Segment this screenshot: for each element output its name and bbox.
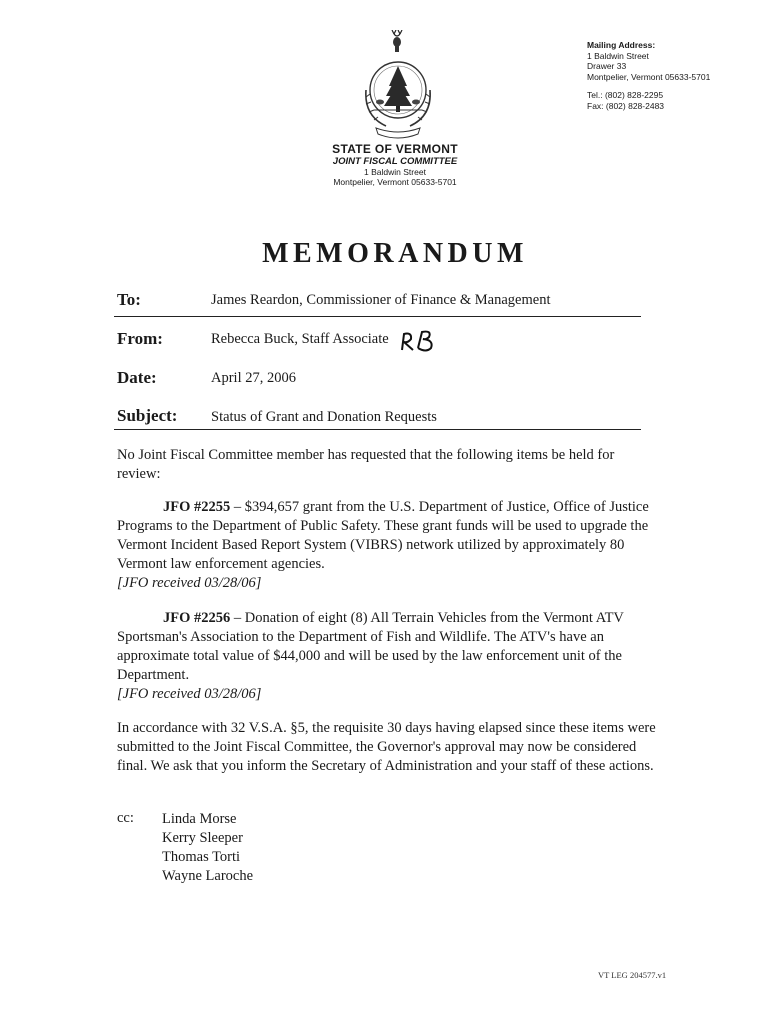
letterhead	[290, 143, 500, 187]
letterhead-city: Montpelier, Vermont 05633-5701	[333, 177, 457, 187]
mailing-address	[587, 40, 762, 111]
request-text: – $394,657 grant from the U.S. Department of Justice, Office of Justice Programs to the Department of Public Safety. These grant funds will be used to upgrade the Vermont Incident Based Report System (VIBRS) network utilized by approximately 80 Vermont law enforcement agencies.	[117, 499, 649, 572]
letterhead-committee: JOINT FISCAL COMMITTEE	[332, 156, 458, 167]
from-label: From:	[117, 329, 163, 348]
received-date: [JFO received 03/28/06]	[117, 575, 262, 591]
cc-list	[162, 810, 253, 886]
request-text: – Donation of eight (8) All Terrain Vehicles from the Vermont ATV Sportsman's Association to the Department of Fish and Wildlife. The ATV's have an approximate total value of $44,000 and will be used by the law enforcement unit of the Department.	[117, 610, 624, 683]
divider	[114, 429, 641, 430]
subject-label: Subject:	[117, 406, 178, 425]
mailing-line3: Montpelier, Vermont 05633-5701	[587, 71, 711, 82]
document-id: VT LEG 204577.v1	[598, 970, 667, 980]
initials-signature	[398, 328, 442, 354]
request-item	[117, 498, 657, 593]
closing-text: In accordance with 32 V.S.A. §5, the requisite 30 days having elapsed since these items were submitted to the Joint Fiscal Committee, the Governor's approval may now be considered final. We ask that you inform the Secretary of Administration and your staff of these actions.	[117, 720, 656, 774]
vermont-state-seal-icon	[356, 30, 440, 142]
cc-name: Thomas Torti	[162, 849, 241, 865]
request-id: JFO #2255	[163, 499, 231, 515]
date-label: Date:	[117, 368, 157, 387]
mailing-tel: Tel.: (802) 828-2295	[587, 90, 664, 100]
mailing-title: Mailing Address:	[587, 40, 656, 50]
cc-name: Wayne Laroche	[162, 868, 254, 884]
request-id: JFO #2256	[163, 610, 231, 626]
mailing-line1: 1 Baldwin Street	[587, 50, 649, 61]
letterhead-state: STATE OF VERMONT	[332, 142, 458, 156]
cc-name: Linda Morse	[162, 811, 237, 827]
subject-value: Status of Grant and Donation Requests	[211, 409, 437, 425]
closing-paragraph	[117, 719, 657, 776]
from-value: Rebecca Buck, Staff Associate	[211, 331, 389, 347]
letterhead-street: 1 Baldwin Street	[364, 167, 426, 177]
divider	[114, 316, 641, 317]
intro-text: No Joint Fiscal Committee member has requested that the following items be held for review:	[117, 447, 615, 482]
to-label: To:	[117, 290, 141, 309]
mailing-fax: Fax: (802) 828-2483	[587, 100, 665, 111]
to-value: James Reardon, Commissioner of Finance & Management	[211, 292, 551, 308]
cc-name: Kerry Sleeper	[162, 830, 243, 846]
memo-title: MEMORANDUM	[262, 238, 528, 269]
intro-paragraph	[117, 446, 657, 484]
cc-label: cc:	[117, 810, 134, 826]
received-date: [JFO received 03/28/06]	[117, 686, 262, 702]
mailing-line2: Drawer 33	[587, 61, 627, 71]
request-item	[117, 609, 657, 704]
date-value: April 27, 2006	[211, 370, 296, 386]
